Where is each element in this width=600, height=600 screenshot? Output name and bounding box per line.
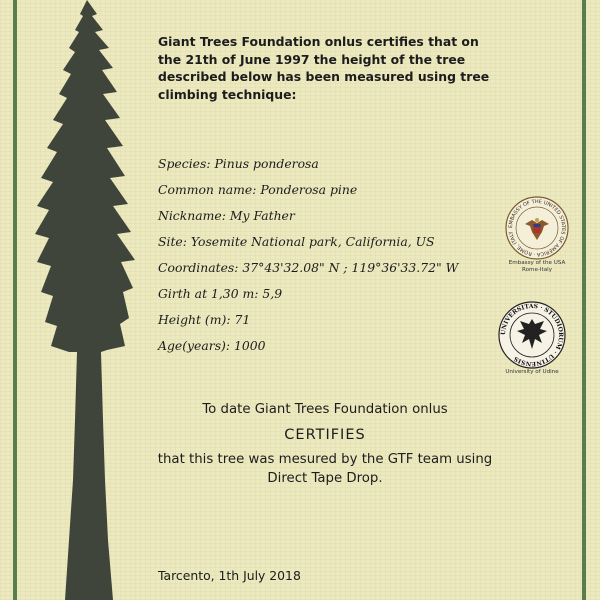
statement-line1: To date Giant Trees Foundation onlus [202, 402, 448, 417]
tree-details [158, 155, 498, 363]
certifies-heading: CERTIFIES [284, 427, 366, 443]
site-line: Site: Yosemite National park, California, US [158, 234, 435, 249]
tree-silhouette-icon [25, 0, 150, 600]
university-of-udine-seal [492, 301, 572, 376]
certification-statement [150, 400, 500, 488]
common-name-line: Common name: Ponderosa pine [158, 182, 358, 197]
university-caption: University of Udine [505, 369, 559, 375]
right-border-stripe [582, 0, 586, 600]
us-embassy-seal [497, 196, 577, 274]
left-border-stripe [13, 0, 17, 600]
coordinates-line: Coordinates: 37°43'32.08" N ; 119°36'33.72" W [158, 260, 459, 275]
place-and-date: Tarcento, 1th July 2018 [158, 568, 301, 583]
nickname-line: Nickname: My Father [158, 208, 295, 223]
svg-text:UNIVERSITAS · STUDIORUM · UTIN: UNIVERSITAS · STUDIORUM · UTINENSIS [499, 302, 565, 368]
us-embassy-caption: Embassy of the USA [508, 260, 566, 266]
species-line: Species: Pinus ponderosa [158, 156, 319, 171]
university-of-udine-seal-icon [492, 301, 572, 369]
height-line: Height (m): 71 [158, 312, 251, 327]
certification-intro: Giant Trees Foundation onlus certifies that on the 21th of June 1997 the height of the tree described below has been measured using tree climbing technique: [158, 34, 490, 102]
us-embassy-seal-icon [499, 196, 575, 260]
age-line: Age(years): 1000 [158, 338, 266, 353]
girth-line: Girth at 1,30 m: 5,9 [158, 286, 283, 301]
svg-text:EMBASSY OF THE UNITED STATES O: EMBASSY OF THE UNITED STATES OF AMERICA · ROME, ITALY [507, 198, 567, 258]
us-embassy-caption-city: Rome-Italy [521, 267, 553, 273]
statement-body: that this tree was mesured by the GTF team using Direct Tape Drop. [157, 452, 493, 486]
